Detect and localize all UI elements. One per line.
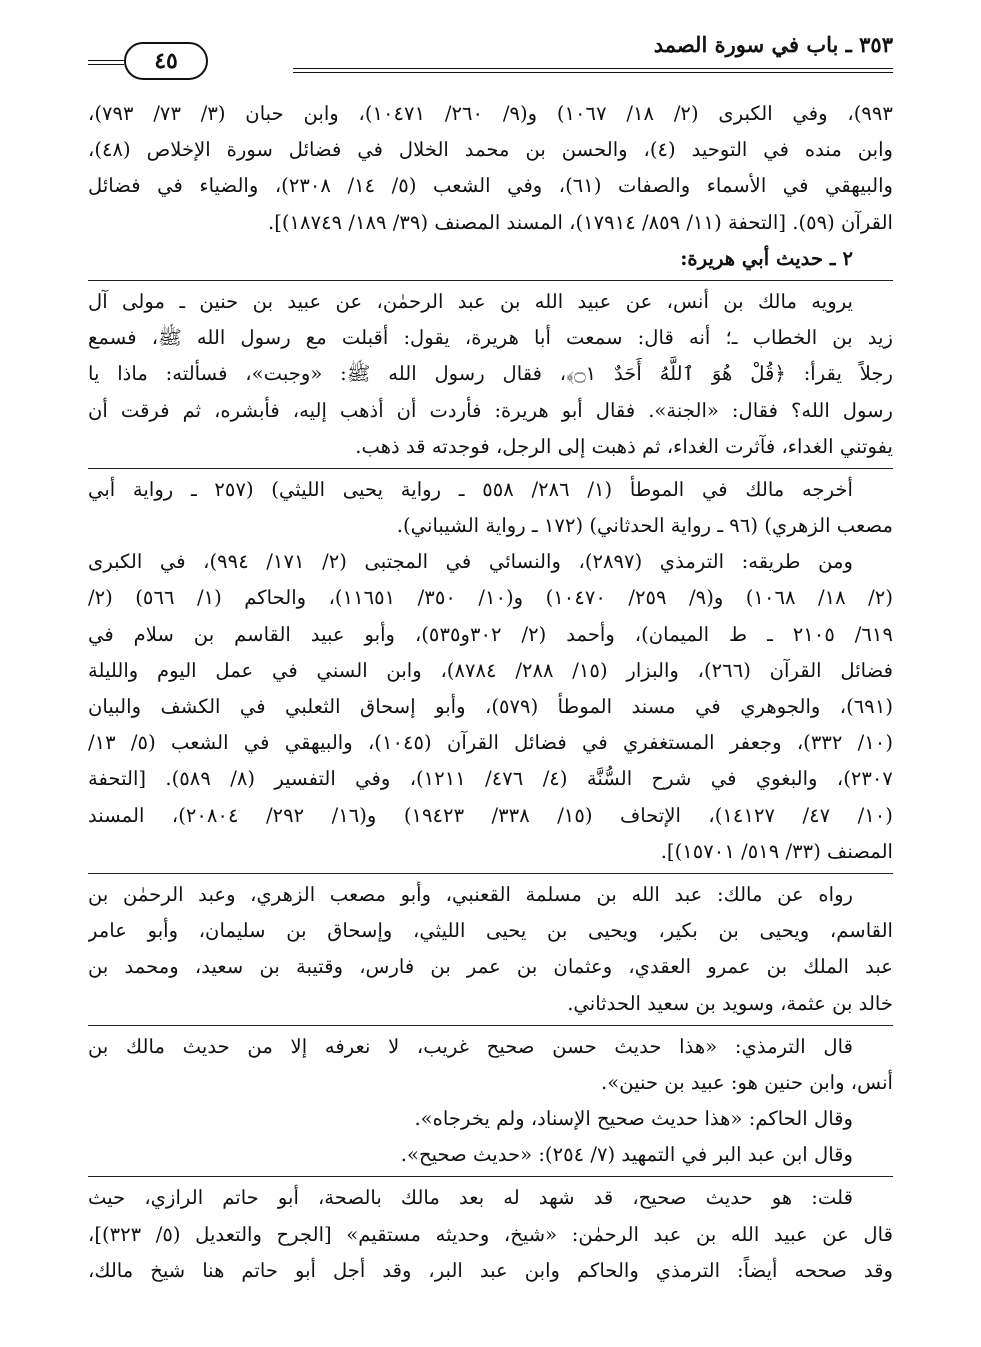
page-header [88,30,893,86]
text-line: رجلاً يقرأ: ﴿قُلْ هُوَ ٱللَّهُ أَحَدٌ ۝١﴾، فقال رسول الله ﷺ: «وجبت»، فسألته: ماذا يا [88,362,893,386]
text-line: ٩٩٣)، وفي الكبرى (٢/ ١٨/ ١٠٦٧) و(٩/ ٢٦٠/ ١٠٤٧١)، وابن حبان (٣/ ٧٣/ ٧٩٣)، [88,102,893,125]
text-line: قلت: هو حديث صحيح، قد شهد له بعد مالك بالصحة، أبو حاتم الرازي، حيث [88,1186,853,1210]
text-line: وابن منده في التوحيد (٤)، والحسن بن محمد الخلال في فضائل سورة الإخلاص (٤٨)، [88,138,893,162]
text-line: أخرجه مالك في الموطأ (١/ ٢٨٦/ ٥٥٨ ـ رواية يحيى الليثي) (٢٥٧ ـ رواية أبي [88,477,853,501]
text-line: زيد بن الخطاب ـ؛ أنه قال: سمعت أبا هريرة، يقول: أقبلت مع رسول الله ﷺ، فسمع [88,326,893,350]
section-divider [88,280,893,281]
text-line: قال عن عبيد الله بن عبد الرحمٰن: «شيخ، وحديثه مستقيم» [الجرح والتعديل (٥/ ٣٢٣)]، [88,1222,893,1246]
section-heading: ٢ ـ حديث أبي هريرة: [680,246,853,270]
text-line: يرويه مالك بن أنس، عن عبيد الله بن عبد الرحمٰن، عن عبيد بن حنين ـ مولى آل [88,289,853,313]
text-line: يفوتني الغداء، فآثرت الغداء، ثم ذهبت إلى الرجل، فوجدته قد ذهب. [355,434,893,458]
text-line: (١٠/ ٤٧/ ١٤١٢٧)، الإتحاف (١٥/ ٣٣٨/ ١٩٤٢٣) و(١٦/ ٢٩٢/ ٢٠٨٠٤)، المسند [88,803,893,827]
text-line: رواه عن مالك: عبد الله بن مسلمة القعنبي، وأبو مصعب الزهري، وعبد الرحمٰن بن [88,882,853,906]
chapter-title: ٣٥٣ ـ باب في سورة الصمد [653,32,893,57]
section-divider [88,873,893,874]
text-line: رسول الله؟ فقال: «الجنة». فقال أبو هريرة: فأردت أن أذهب إليه، فأبشره، ثم فرقت أن [88,398,893,422]
text-line: مصعب الزهري) (٩٦ ـ رواية الحدثاني) (١٧٢ ـ رواية الشيباني). [396,514,893,538]
text-line: قال الترمذي: «هذا حديث حسن صحيح غريب، لا نعرفه إلا من حديث مالك بن [88,1034,853,1058]
text-line: القاسم، ويحيى بن بكير، ويحيى بن يحيى الليثي، وإسحاق بن سليمان، وأبو عامر [88,919,893,943]
text-line: ٦١٩/ ٢١٠٥ ـ ط الميمان)، وأحمد (٢/ ٣٠٢و٥٣٥)، وأبو عبيد القاسم بن سلام في [88,622,893,646]
text-line: عبد الملك بن عمرو العقدي، وعثمان بن عمر بن فارس، وقتيبة بن سعيد، ومحمد بن [88,955,893,979]
text-line: القرآن (٥٩). [التحفة (١١/ ٨٥٩/ ١٧٩١٤)، المسند المصنف (٣٩/ ١٨٩/ ١٨٧٤٩)]. [267,210,893,234]
text-line: فضائل القرآن (٢٦٦)، والبزار (١٥/ ٢٨٨/ ٨٧٨٤)، وابن السني في عمل اليوم والليلة [88,658,893,682]
text-line: وقد صححه أيضاً: الترمذي والحاكم وابن عبد البر، وقد أجل أبو حاتم هنا شيخ مالك، [88,1258,893,1282]
header-rule-left [88,60,124,65]
text-line: وقال ابن عبد البر في التمهيد (٧/ ٢٥٤): «حديث صحيح». [400,1143,853,1167]
text-line: ومن طريقه: الترمذي (٢٨٩٧)، والنسائي في المجتبى (٢/ ١٧١/ ٩٩٤)، في الكبرى [88,550,853,574]
text-line: والبيهقي في الأسماء والصفات (٦١)، وفي الشعب (٥/ ١٤/ ٢٣٠٨)، والضياء في فضائل [88,174,893,198]
header-rule [293,68,893,73]
text-line: (١٠/ ٣٣٢)، وجعفر المستغفري في فضائل القرآن (١٠٤٥)، والبيهقي في الشعب (٥/ ١٣/ [88,731,893,755]
section-divider [88,468,893,469]
text-line: أنس، وابن حنين هو: عبيد بن حنين». [601,1070,893,1094]
section-divider [88,1025,893,1026]
section-divider [88,1176,893,1177]
text-line: (٦٩١)، والجوهري في مسند الموطأ (٥٧٩)، وأبو إسحاق الثعلبي في الكشف والبيان [88,695,893,718]
text-line: ٢٣٠٧)، والبغوي في شرح السُّنَّة (٤/ ٤٧٦/ ١٢١١)، وفي التفسير (٨/ ٥٨٩). [التحفة [88,767,893,791]
text-line: المصنف (٣٣/ ٥١٩/ ١٥٧٠١)]. [660,839,893,863]
page-body [88,96,893,1289]
text-line: خالد بن عثمة، وسويد بن سعيد الحدثاني. [567,991,893,1015]
page-number: ٤٥ [124,42,208,80]
text-line: وقال الحاكم: «هذا حديث صحيح الإسناد، ولم يخرجاه». [414,1107,853,1131]
text-line: (٢/ ١٨/ ١٠٦٨) و(٩/ ٢٥٩/ ١٠٤٧٠) و(١٠/ ٣٥٠/ ١١٦٥١)، والحاكم (١/ ٥٦٦) (٢/ [88,586,893,610]
